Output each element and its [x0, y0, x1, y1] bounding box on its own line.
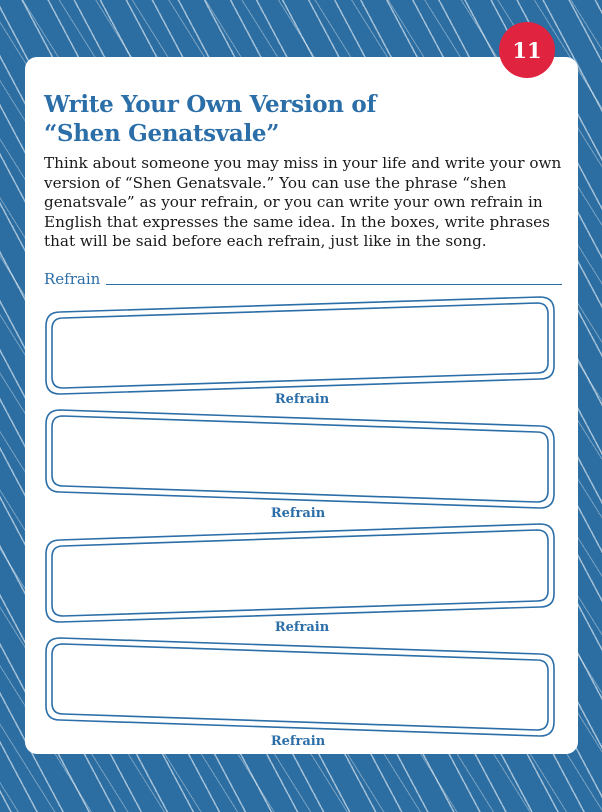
instructions-text: Think about someone you may miss in your life and write your own version of “Shen Genatsvale.” You can use the phrase “shen genatsvale” as your refrain, or you can write your own refrain in English that expresses the same idea. In the boxes, write phrases that will be said before each refrain, just like in the song.	[44, 154, 562, 250]
title-line-2: “Shen Genatsvale”	[44, 120, 280, 147]
box-3-refrain-label: Refrain	[274, 620, 330, 635]
writing-box-4[interactable]	[46, 638, 554, 736]
page-number: 11	[512, 37, 542, 63]
writing-box-2[interactable]	[46, 410, 554, 508]
writing-box-3[interactable]	[46, 524, 554, 622]
writing-box-1[interactable]	[46, 297, 554, 394]
refrain-field-label: Refrain	[44, 270, 101, 288]
box-1-refrain-label: Refrain	[274, 392, 330, 407]
box-4-refrain-label: Refrain	[270, 734, 326, 749]
title-line-1: Write Your Own Version of	[44, 91, 377, 118]
box-2-refrain-label: Refrain	[270, 506, 326, 521]
